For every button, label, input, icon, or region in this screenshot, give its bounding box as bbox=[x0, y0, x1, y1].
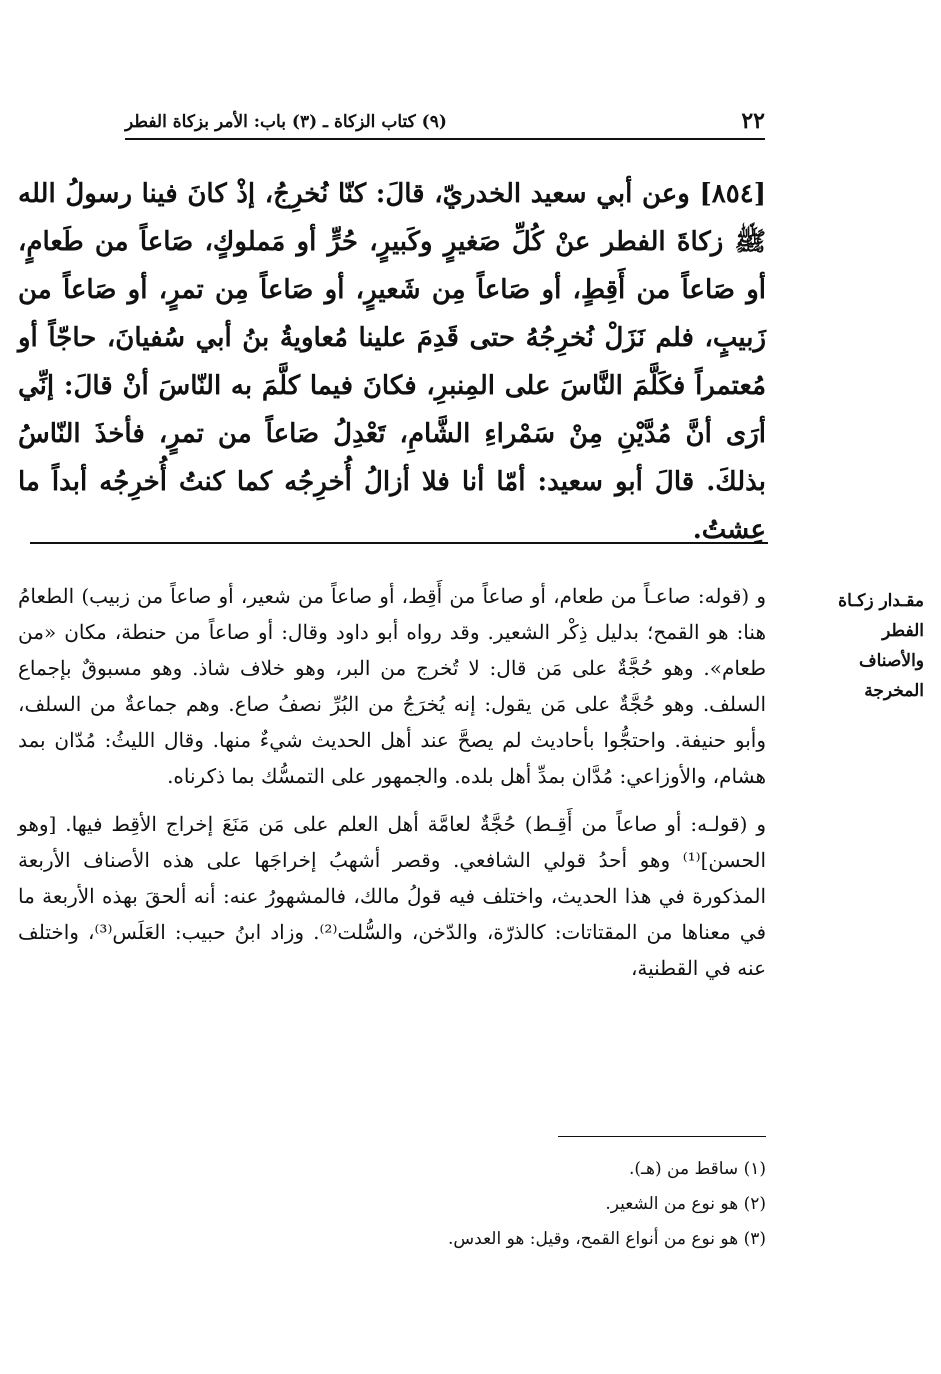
margin-heading-line: الفطر bbox=[882, 621, 924, 641]
margin-heading-line: مقـدار زكـاة bbox=[838, 591, 924, 611]
commentary-paragraph: و (قولـه: أو صاعاً من أَقِـط) حُجَّةٌ لعامَّة أهل العلم على مَن مَنَعَ إخراج الأقِط فيها. [وهو الحسن]⁽¹⁾ وهو أحدُ قولي الشافعي. وقصر أشهبُ إخراجَها على هذه الأصناف الأربعة المذكورة في هذا الحديث، واختلف فيه قولُ مالك، فالمشهورُ عنه: أنه ألحقَ بهذه الأربعة ما في معناها من المقتاتات: كالذرّة، والدّخن، والسُّلت⁽²⁾. وزاد ابنُ حبيب: العَلَس⁽³⁾، واختلف عنه في القطنية، bbox=[18, 812, 767, 980]
commentary-paragraph: و (قوله: صاعـاً من طعام، أو صاعاً من أَقِط، أو صاعاً من شعير، أو صاعاً من زبيب) الطعامُ هنا: هو القمح؛ بدليل ذِكْر الشعير. وقد رواه أبو داود وقال: أو صاعاً من حنطة، مكان «من طعام». وهو حُجَّةٌ على مَن قال: لا تُخرج من البر، وهو خلاف شاذ. وهو مسبوقٌ بإجماع السلف. وهو حُجَّةٌ على مَن يقول: إنه يُخرَجُ من البُرِّ نصفُ صاع. وهم جماعةٌ من السلف، وأبو حنيفة. واحتجُّوا بأحاديث لم يصحَّ عند أهل الحديث شيءٌ منها. وقال الليثُ: مُدّان بمد هشام، والأوزاعي: مُدَّان بمدِّ أهل بلده. والجمهور على التمسُّك بما ذكرناه. bbox=[18, 584, 766, 788]
hadith-paragraph: [٨٥٤] وعن أبي سعيد الخدريّ، قالَ: كنّا نُخرِجُ، إذْ كانَ فينا رسولُ الله ﷺ زكاةَ الفطر عنْ كُلِّ صَغيرٍ وكَبيرٍ، حُرٍّ أو مَملوكٍ، صَاعاً من طَعامٍ، أو صَاعاً من أَقِطٍ، أو صَاعاً مِن شَعيرٍ، أو صَاعاً مِن تمرٍ، أو صَاعاً من زَبيبٍ، فلم نَزَلْ نُخرِجُهُ حتى قَدِمَ علينا مُعاويةُ بنُ أبي سُفيانَ، حاجّاً أو مُعتمراً فكَلَّمَ النَّاسَ على المِنبرِ، فكانَ فيما كلَّمَ به النّاسَ أنْ قالَ: إنِّي أرَى أنَّ مُدَّيْنِ مِنْ سَمْراءِ الشَّامِ، تَعْدِلُ صَاعاً من تمرٍ، فأخذَ النّاسُ بذلكَ. قالَ أبو سعيد: أمّا أنا فلا أزالُ أُخرِجُه كما كنتُ أُخرِجُه أبداً ما عِشتُ. bbox=[18, 179, 766, 545]
hadith-text bbox=[18, 170, 766, 554]
page-header bbox=[125, 108, 765, 140]
running-title: (٩) كتاب الزكاة ـ (٣) باب: الأمر بزكاة الفطر bbox=[125, 112, 447, 132]
footnote: (١) ساقط من (هـ). bbox=[629, 1159, 766, 1179]
margin-heading-line: المخرجة bbox=[864, 681, 924, 701]
margin-heading-line: والأصناف bbox=[859, 651, 924, 671]
page-number: ٢٢ bbox=[741, 108, 765, 134]
footnote-divider bbox=[558, 1136, 766, 1137]
commentary bbox=[18, 578, 766, 998]
margin-heading bbox=[772, 586, 924, 706]
footnote: (٢) هو نوع من الشعير. bbox=[605, 1194, 766, 1214]
section-divider bbox=[30, 542, 768, 544]
footnote: (٣) هو نوع من أنواع القمح، وقيل: هو العدس. bbox=[448, 1229, 766, 1249]
footnotes bbox=[300, 1152, 766, 1257]
